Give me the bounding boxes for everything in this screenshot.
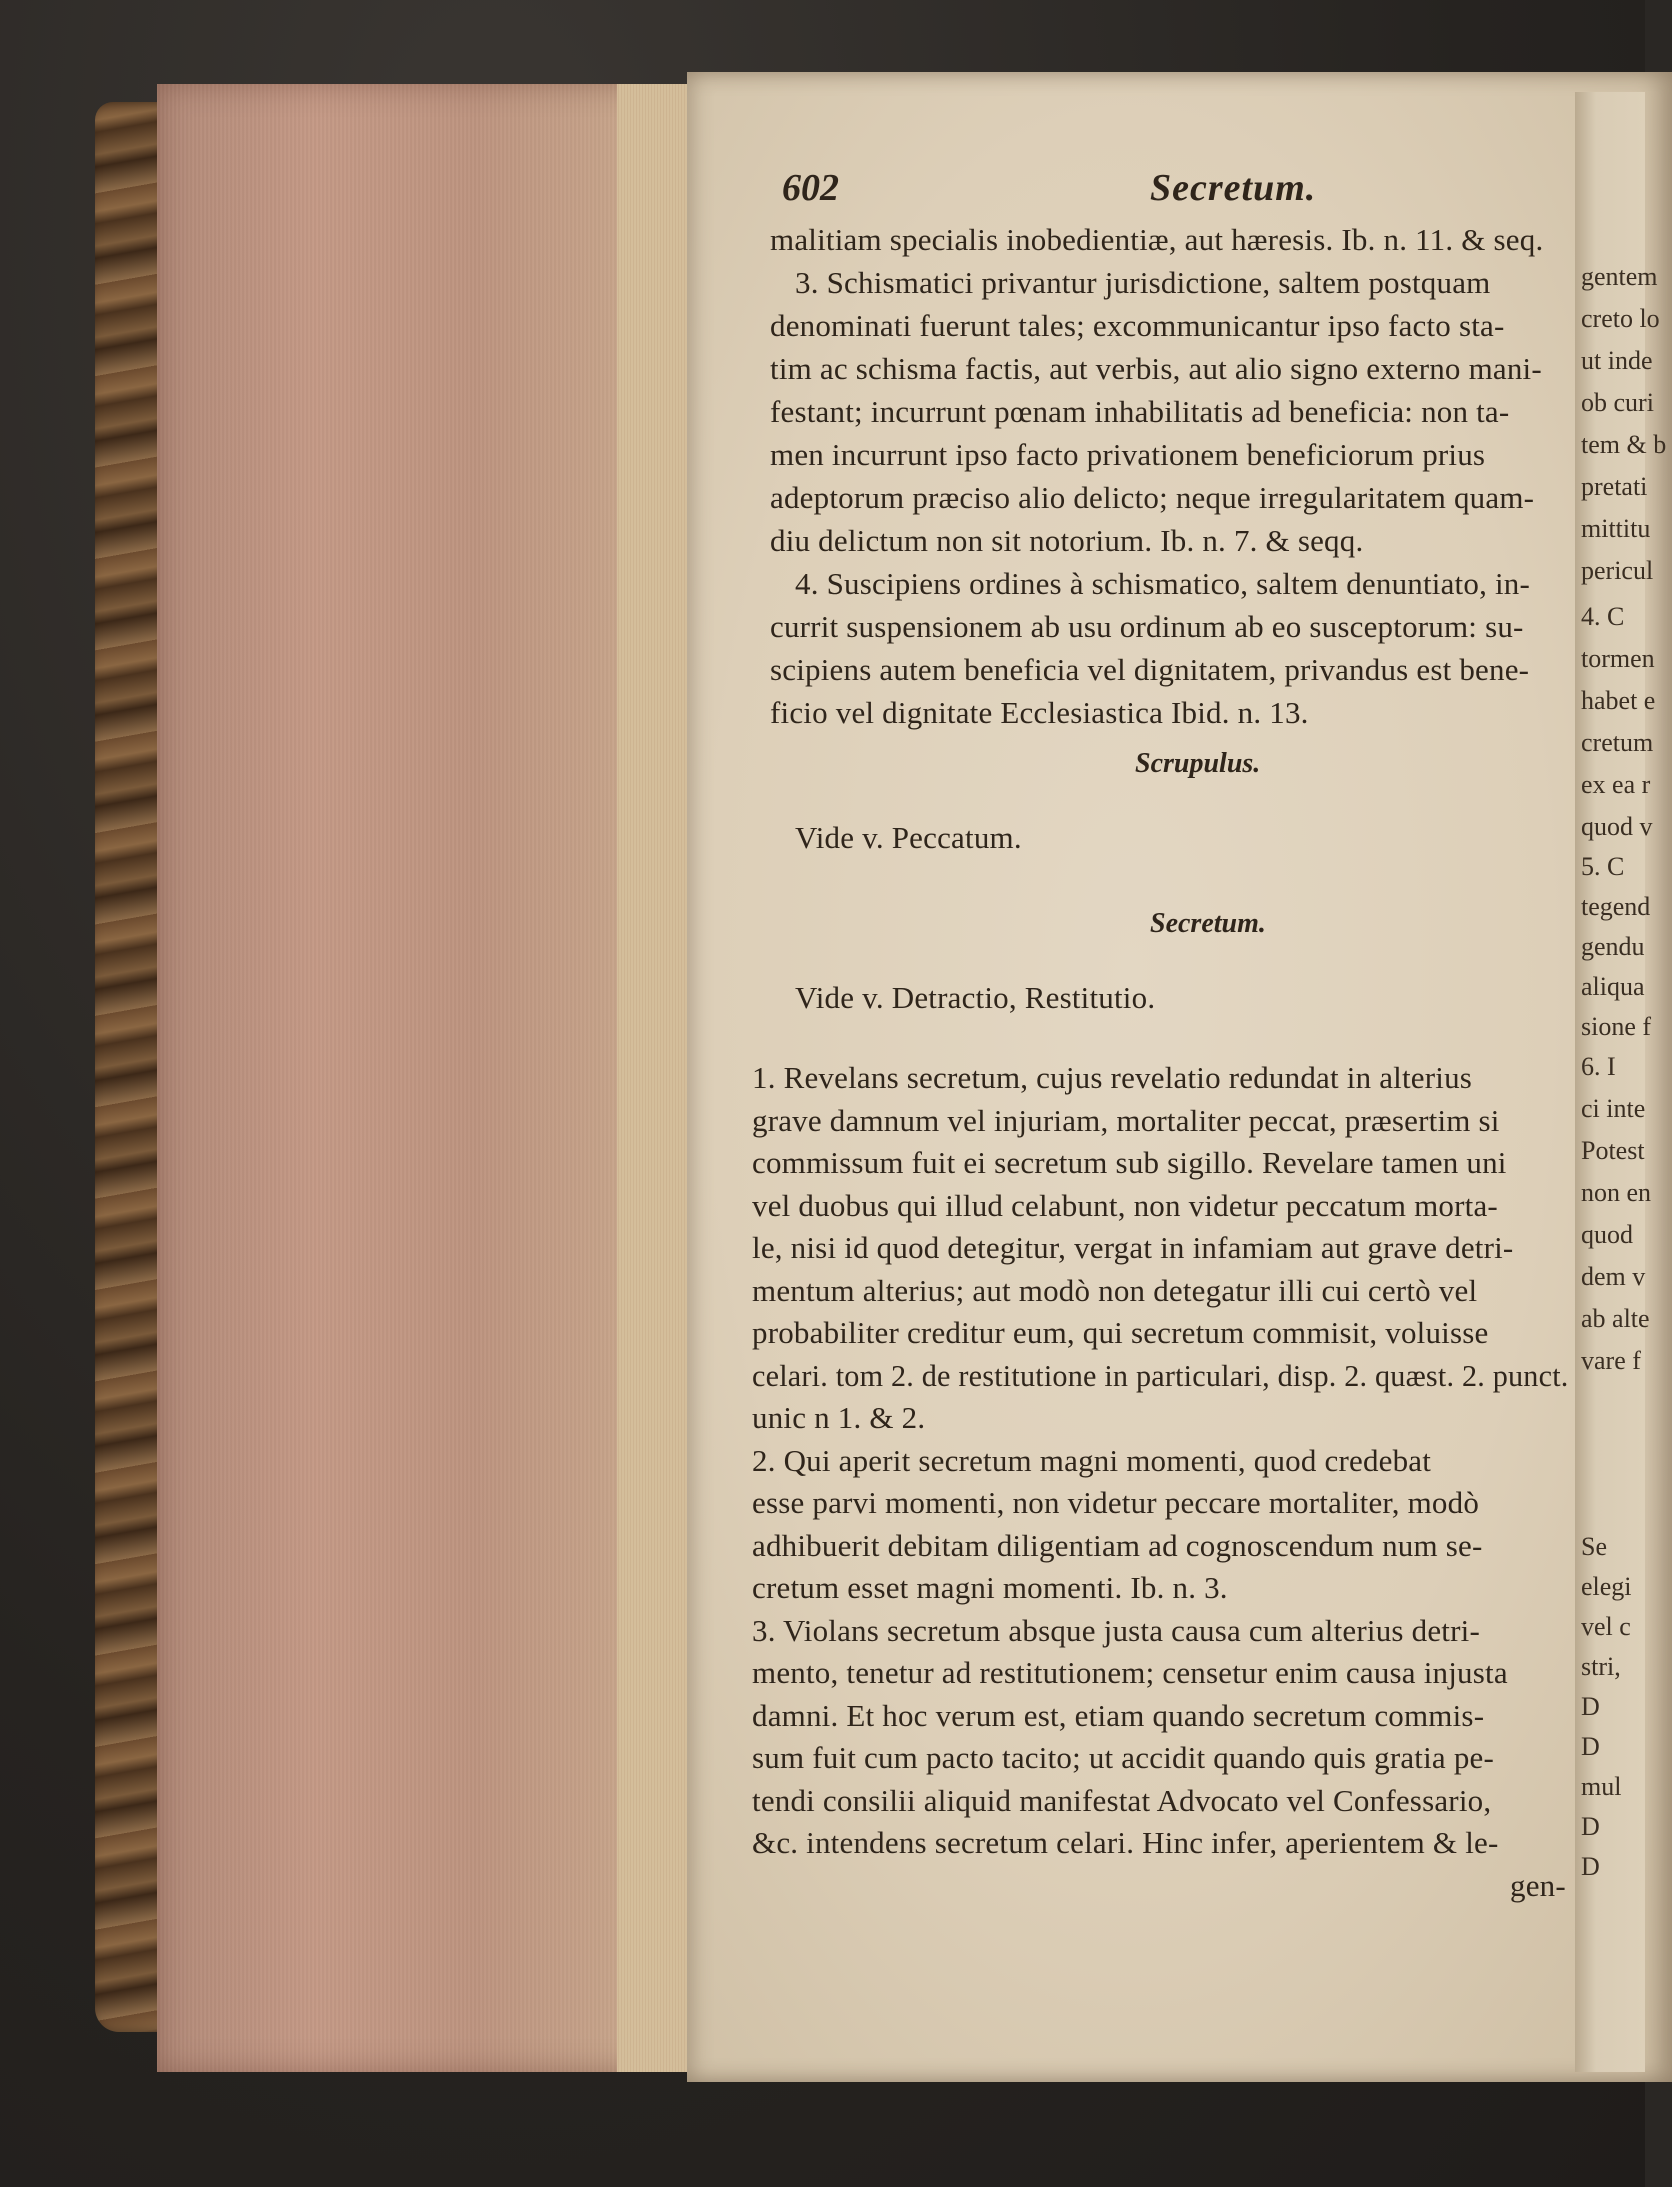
text-line: celari. tom 2. de restitutione in particulari, disp. 2. quæst. 2. punct. <box>752 1357 1569 1393</box>
text-line: denominati fuerunt tales; excommunicantur ipso facto sta- <box>770 308 1505 343</box>
facing-page-fragment: ci inte <box>1581 1094 1646 1123</box>
text-line: 4. Suscipiens ordines à schismatico, saltem denuntiato, in- <box>795 566 1531 601</box>
right-facing-page <box>1575 92 1667 2072</box>
facing-page-fragment: vel c <box>1581 1612 1631 1641</box>
facing-page-fragment: tem & b <box>1581 430 1667 459</box>
facing-page-fragment: pericul <box>1581 556 1654 585</box>
facing-page-fragment: tormen <box>1581 644 1655 673</box>
text-line: diu delictum non sit notorium. Ib. n. 7. & seqq. <box>770 523 1364 558</box>
facing-page-fragment: quod v <box>1581 812 1653 841</box>
facing-page-fragment: ab alte <box>1581 1304 1650 1333</box>
facing-page-fragment: D <box>1581 1732 1600 1761</box>
facing-page-fragment: cretum <box>1581 728 1654 757</box>
page-number: 602 <box>782 167 839 209</box>
facing-page-fragment: gentem <box>1581 262 1658 291</box>
page-block-edge <box>157 84 687 2072</box>
facing-page-fragment: 6. I <box>1581 1052 1616 1081</box>
facing-page-fragment: sione f <box>1581 1012 1652 1041</box>
facing-page-fragment: 5. C <box>1581 852 1625 881</box>
facing-page-fragment: Se <box>1581 1532 1607 1561</box>
text-line: 3. Schismatici privantur jurisdictione, saltem postquam <box>795 265 1491 300</box>
facing-page-fragment: aliqua <box>1581 972 1645 1001</box>
section-heading: Scrupulus. <box>1135 748 1261 779</box>
facing-page-fragment: Potest <box>1581 1136 1645 1165</box>
text-line: commissum fuit ei secretum sub sigillo. Revelare tamen uni <box>752 1145 1507 1180</box>
facing-page-fragment: non en <box>1581 1178 1652 1207</box>
text-line: 2. Qui aperit secretum magni momenti, quod credebat <box>752 1442 1432 1478</box>
text-line: mentum alterius; aut modò non detegatur illi cui certò vel <box>752 1272 1478 1308</box>
facing-page-fragment: D <box>1581 1852 1600 1881</box>
text-line: le, nisi id quod detegitur, vergat in infamiam aut grave detri- <box>752 1230 1514 1265</box>
facing-page-fragment: pretati <box>1581 472 1648 501</box>
facing-page-fragment: stri, <box>1581 1652 1621 1681</box>
text-line: tim ac schisma factis, aut verbis, aut alio signo externo mani- <box>770 351 1542 386</box>
running-title: Secretum. <box>1150 167 1317 209</box>
text-line: festant; incurrunt pœnam inhabilitatis ad beneficia: non ta- <box>770 394 1510 429</box>
text-line: adeptorum præciso alio delicto; neque irregularitatem quam- <box>770 480 1535 515</box>
facing-page-fragment: tegend <box>1581 892 1651 921</box>
facing-page-fragment: quod <box>1581 1220 1633 1249</box>
facing-page-fragment: ex ea r <box>1581 770 1651 799</box>
text-line: malitiam specialis inobedientiæ, aut hæresis. Ib. n. 11. & seq. <box>770 222 1544 257</box>
text-line: adhibuerit debitam diligentiam ad cognoscendum num se- <box>752 1527 1483 1563</box>
facing-page-fragment: mittitu <box>1581 514 1651 543</box>
text-line: mento, tenetur ad restitutionem; censetur enim causa injusta <box>752 1655 1508 1690</box>
text-line: probabiliter creditur eum, qui secretum commisit, voluisse <box>752 1315 1489 1350</box>
text-line: gen- <box>1510 1867 1566 1903</box>
facing-page-fragment: creto lo <box>1581 304 1660 333</box>
text-line: 1. Revelans secretum, cujus revelatio redundat in alterius <box>752 1060 1473 1095</box>
facing-page-fragment: D <box>1581 1692 1600 1721</box>
text-line: cretum esset magni momenti. Ib. n. 3. <box>752 1570 1228 1605</box>
facing-page-fragment: ut inde <box>1581 346 1653 375</box>
facing-page-fragment: ob curi <box>1581 388 1654 417</box>
cross-reference: Vide v. Detractio, Restitutio. <box>795 980 1156 1015</box>
facing-page-fragment: elegi <box>1581 1572 1632 1601</box>
text-line: tendi consilii aliquid manifestat Advocato vel Confessario, <box>752 1782 1492 1818</box>
text-line: men incurrunt ipso facto privationem beneficiorum prius <box>770 437 1486 472</box>
section-heading: Secretum. <box>1150 908 1266 939</box>
text-line: currit suspensionem ab usu ordinum ab eo susceptorum: su- <box>770 609 1524 644</box>
text-line: scipiens autem beneficia vel dignitatem, privandus est bene- <box>770 652 1530 687</box>
facing-page-fragment: D <box>1581 1812 1600 1841</box>
facing-page-fragment: 4. C <box>1581 602 1625 631</box>
facing-page-fragment: gendu <box>1581 932 1645 961</box>
facing-page-fragment: vare f <box>1581 1346 1641 1375</box>
text-line: unic n 1. & 2. <box>752 1400 926 1435</box>
cross-reference: Vide v. Peccatum. <box>795 820 1022 855</box>
facing-page-fragment: habet e <box>1581 686 1656 715</box>
text-line: &c. intendens secretum celari. Hinc infer, aperientem & le- <box>752 1825 1499 1860</box>
facing-page-fragment: dem v <box>1581 1262 1646 1291</box>
text-line: grave damnum vel injuriam, mortaliter peccat, præsertim si <box>752 1102 1500 1138</box>
text-line: 3. Violans secretum absque justa causa cum alterius detri- <box>752 1612 1480 1648</box>
text-line: vel duobus qui illud celabunt, non videtur peccatum morta- <box>752 1187 1498 1223</box>
facing-page-fragment: mul <box>1581 1772 1622 1801</box>
text-line: sum fuit cum pacto tacito; ut accidit quando quis gratia pe- <box>752 1740 1495 1775</box>
text-line: esse parvi momenti, non videtur peccare mortaliter, modò <box>752 1485 1480 1520</box>
text-line: damni. Et hoc verum est, etiam quando secretum commis- <box>752 1697 1485 1733</box>
text-line: ficio vel dignitate Ecclesiastica Ibid. n. 13. <box>770 695 1309 730</box>
